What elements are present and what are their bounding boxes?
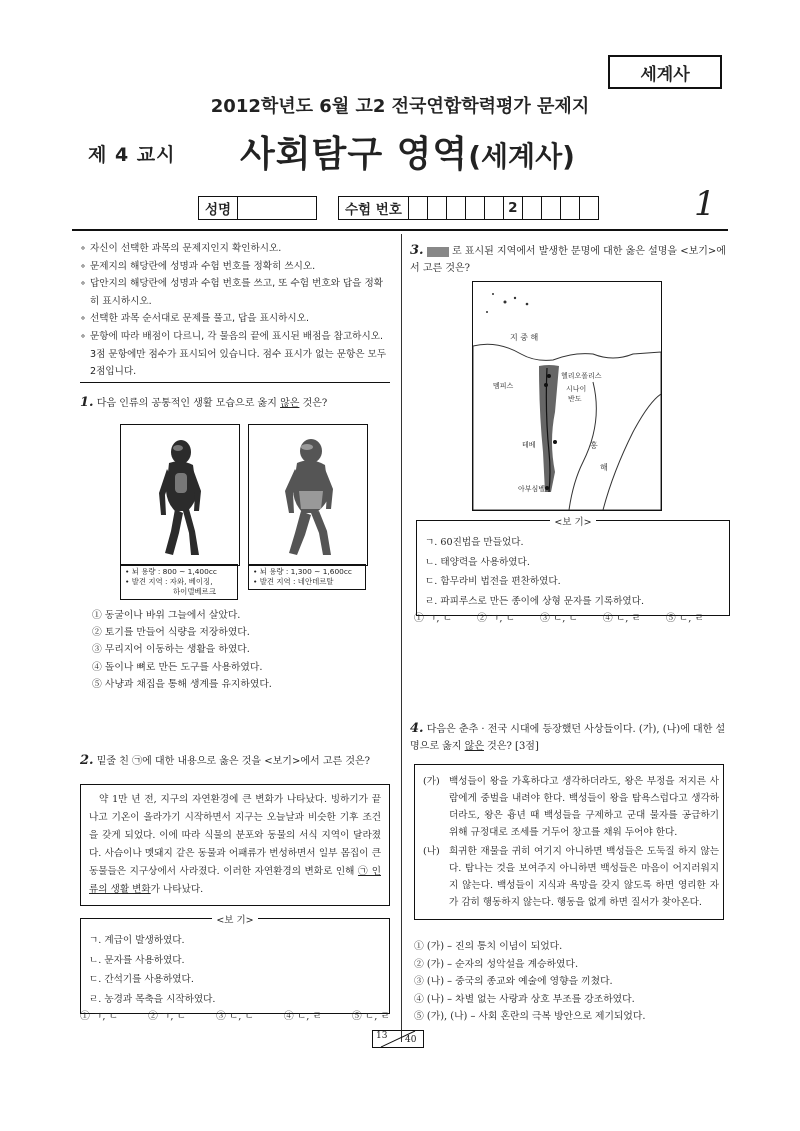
exam-number-cell: [447, 197, 466, 219]
footer-page: 13: [376, 1031, 388, 1041]
bogi-item: ㄹ. 파피루스로 만든 종이에 상형 문자를 기록하였다.: [425, 595, 645, 607]
caption-right: [248, 564, 366, 590]
choice-5[interactable]: ⑤ 사냥과 채집을 통해 생계를 유지하였다.: [92, 678, 272, 690]
exam-number-label: 수험 번호: [339, 197, 409, 219]
stem-text: 로 표시된 지역에서 발생한 문명에 대한 옳은 설명을 <보기>에서 고른 것은?: [410, 246, 726, 274]
stem-text: 것은? [3점]: [484, 741, 539, 752]
question-4-stem: [410, 720, 728, 755]
question-3-bogi: [416, 517, 730, 616]
caption-line: • 발견 지역 : 네안데르탈: [253, 577, 334, 586]
notice-list: [80, 240, 390, 381]
map-label: 아부심벨: [518, 485, 546, 493]
stem-text: 밑줄 친 ㉠에 대한 내용으로 옳은 것을 <보기>에서 고른 것은?: [96, 756, 371, 767]
question-2-passage: [80, 784, 390, 906]
choice-1[interactable]: ① 동굴이나 바위 그늘에서 살았다.: [92, 610, 241, 621]
caption-line: 하이델베르크: [173, 587, 216, 596]
choice-5[interactable]: ⑤ ㄷ, ㄹ: [351, 1011, 390, 1022]
question-number: 2.: [80, 753, 94, 768]
exam-number-cell: [409, 197, 428, 219]
passage-ga: [423, 773, 719, 841]
exam-number-cell: [523, 197, 542, 219]
question-3-stem: [410, 242, 728, 277]
choice-2[interactable]: ② 토기를 만들어 식량을 저장하였다.: [92, 627, 250, 639]
map-label: 멤피스: [493, 382, 514, 390]
choice-3[interactable]: ③ 무리지어 이동하는 생활을 하였다.: [92, 644, 250, 656]
stem-text: 다음은 춘추 · 전국 시대에 등장했던 사상들이다. (가), (나)에 대한 설명으로 옳지: [410, 724, 726, 752]
choice-5[interactable]: ⑤ ㄷ, ㄹ: [665, 613, 704, 624]
exam-number-cell: [580, 197, 598, 219]
passage-label: (나): [423, 846, 440, 857]
bogi-item: ㄴ. 태양력을 사용하였다.: [425, 556, 530, 568]
passage-text: 희귀한 재물을 귀히 여기지 아니하면 백성들은 도둑질 하지 않는다. 탐나는 것을 보여주지 아니하면 백성들은 마음이 어지러워지지 않는다. 백성들이 지식과 욕망을 갖지 않도록 하면 영리한 자가 감히 행동하지 않는다. 행동을 없게 하면 질서가 찾아온다.: [449, 846, 719, 908]
caption-line: • 발견 지역 : 자와, 베이징,: [125, 577, 213, 586]
choice-4[interactable]: ④ ㄴ, ㄹ: [283, 1011, 322, 1022]
name-label: 성명: [199, 197, 238, 219]
exam-number-cell: [561, 197, 580, 219]
map-label: 해: [600, 463, 608, 472]
passage-label: (가): [423, 776, 440, 787]
caption-left: [120, 564, 238, 600]
choice-4[interactable]: ④ ㄴ, ㄹ: [602, 613, 641, 624]
stem-underline: 않은: [464, 741, 484, 752]
map-label: 지 중 해: [510, 333, 539, 342]
question-2-bogi: [80, 915, 390, 1014]
question-4-passage: [414, 764, 724, 920]
choice-2[interactable]: ② (가) – 순자의 성악설을 계승하였다.: [414, 958, 579, 970]
bogi-item: ㄱ. 계급이 발생하였다.: [89, 935, 185, 946]
area-main: 사회탐구 영역: [240, 134, 469, 175]
question-number: 1.: [80, 395, 94, 410]
exam-title: 2012학년도 6월 고2 전국연합학력평가 문제지: [210, 96, 590, 117]
passage-text: 약 1만 년 전, 지구의 자연환경에 큰 변화가 나타났다. 빙하기가 끝나고 기온이 올라가기 시작하면서 지구는 오늘날과 비슷한 기후 조건을 갖게 되었다. 이에 따라 식물의 분포와 동물의 서식 지역이 달라졌다. 사슴이나 멧돼지 같은 동물과 어패류가 번성하면서 일부 몸집이 큰 동물들은 지구상에서 사라졌다. 이러한 자연환경의 변화로 인해: [89, 794, 381, 877]
question-4-choices: [414, 938, 724, 1026]
bogi-title: <보 기>: [212, 915, 257, 926]
exam-number-cell: [428, 197, 447, 219]
question-3-choices: [414, 610, 704, 624]
question-2-choices: [80, 1008, 390, 1022]
choice-3[interactable]: ③ ㄴ, ㄷ: [539, 613, 579, 624]
name-blank: [238, 197, 316, 219]
question-1-stem: [80, 394, 390, 412]
page-number: 1: [694, 184, 716, 224]
choice-4[interactable]: ④ 돌이나 뼈로 만든 도구를 사용하였다.: [92, 661, 263, 673]
choice-1[interactable]: ① ㄱ, ㄴ: [414, 613, 453, 624]
caption-line: • 뇌 용량 : 800 ~ 1,400cc: [125, 567, 217, 576]
exam-number-field: [338, 196, 599, 220]
period-label: 제 4 교시: [88, 144, 176, 166]
bogi-title: <보 기>: [550, 517, 595, 528]
area-title: [240, 126, 575, 177]
exam-number-cell: [485, 197, 504, 219]
choice-4[interactable]: ④ (나) – 차별 없는 사랑과 상호 부조를 강조하였다.: [414, 993, 635, 1005]
notice-item: ∘ 문항에 따라 배점이 다르니, 각 물음의 끝에 표시된 배점을 참고하시오. 3점 문항에만 점수가 표시되어 있습니다. 점수 표시가 없는 문항은 모두 2점입니다.: [80, 328, 390, 381]
stem-underline: 않은: [280, 398, 300, 409]
footer-page-box: [372, 1030, 424, 1048]
map-label: 헬리오폴리스: [561, 372, 602, 380]
stem-text: 것은?: [299, 398, 328, 409]
choice-2[interactable]: ② ㄱ, ㄷ: [147, 1011, 187, 1022]
notice-rule: [80, 382, 390, 383]
notice-item: ∘ 문제지의 해당란에 성명과 수험 번호를 정확히 쓰시오.: [80, 258, 390, 276]
header-rule: [72, 229, 728, 231]
map-label: 시나이: [566, 385, 587, 393]
neanderthal-image: [248, 424, 368, 566]
homo-erectus-image: [120, 424, 240, 566]
map-label: 홍: [590, 441, 598, 450]
footer-total: 40: [405, 1035, 417, 1045]
choice-1[interactable]: ① (가) – 진의 통치 이념이 되었다.: [414, 941, 563, 952]
choice-3[interactable]: ③ (나) – 중국의 종교와 예술에 영향을 끼쳤다.: [414, 976, 613, 987]
passage-na: [423, 843, 719, 911]
passage-text: 가 나타났다.: [150, 884, 204, 895]
choice-2[interactable]: ② ㄱ, ㄷ: [476, 613, 516, 624]
subject-box: 세계사: [608, 55, 722, 89]
notice-item: ∘ 답안지의 해당란에 성명과 수험 번호를 쓰고, 또 수험 번호와 답을 정확히 표시하시오.: [80, 275, 390, 310]
name-field: [198, 196, 317, 220]
bogi-item: ㄱ. 60진법을 만들었다.: [425, 537, 524, 548]
passage-underline: ㉠ 인류의 생활 변화: [89, 866, 381, 895]
map-label: 반도: [568, 395, 582, 403]
egypt-map: [472, 281, 662, 511]
bogi-item: ㄷ. 함무라비 법전을 편찬하였다.: [425, 576, 561, 587]
area-sub: (세계사): [468, 140, 575, 173]
question-2-stem: [80, 752, 390, 770]
exam-number-cell: [542, 197, 561, 219]
exam-number-cell: [466, 197, 485, 219]
exam-number-cell: 2: [504, 197, 523, 219]
choice-3[interactable]: ③ ㄴ, ㄷ: [215, 1011, 255, 1022]
question-1-choices: [92, 607, 402, 693]
caption-line: • 뇌 용량 : 1,300 ~ 1,600cc: [253, 567, 352, 576]
bogi-item: ㄷ. 간석기를 사용하였다.: [89, 974, 194, 985]
notice-item: ∘ 자신이 선택한 과목의 문제지인지 확인하시오.: [80, 240, 390, 258]
notice-item: ∘ 선택한 과목 순서대로 문제를 풀고, 답을 표시하시오.: [80, 310, 390, 328]
map-label: 테베: [522, 441, 536, 449]
marked-area-swatch: [427, 247, 449, 257]
passage-text: 백성들이 왕을 가혹하다고 생각하더라도, 왕은 부정을 저지른 사람에게 중벌을 내려야 한다. 백성들이 왕을 탐욕스럽다고 생각하더라도, 왕은 흉년 때 백성들을 구제하고 군대 물자를 공급하기 위해 규정대로 조세를 거두어 창고를 채워 두어야 한다.: [449, 776, 719, 838]
choice-1[interactable]: ① ㄱ, ㄴ: [80, 1011, 119, 1022]
bogi-item: ㄴ. 문자를 사용하였다.: [89, 954, 185, 966]
choice-5[interactable]: ⑤ (가), (나) – 사회 혼란의 극복 방안으로 제기되었다.: [414, 1011, 646, 1022]
bogi-item: ㄹ. 농경과 목축을 시작하였다.: [89, 993, 216, 1005]
question-number: 3.: [410, 243, 424, 258]
stem-text: 다음 인류의 공통적인 생활 모습으로 옳지: [96, 398, 281, 409]
question-number: 4.: [410, 721, 424, 736]
